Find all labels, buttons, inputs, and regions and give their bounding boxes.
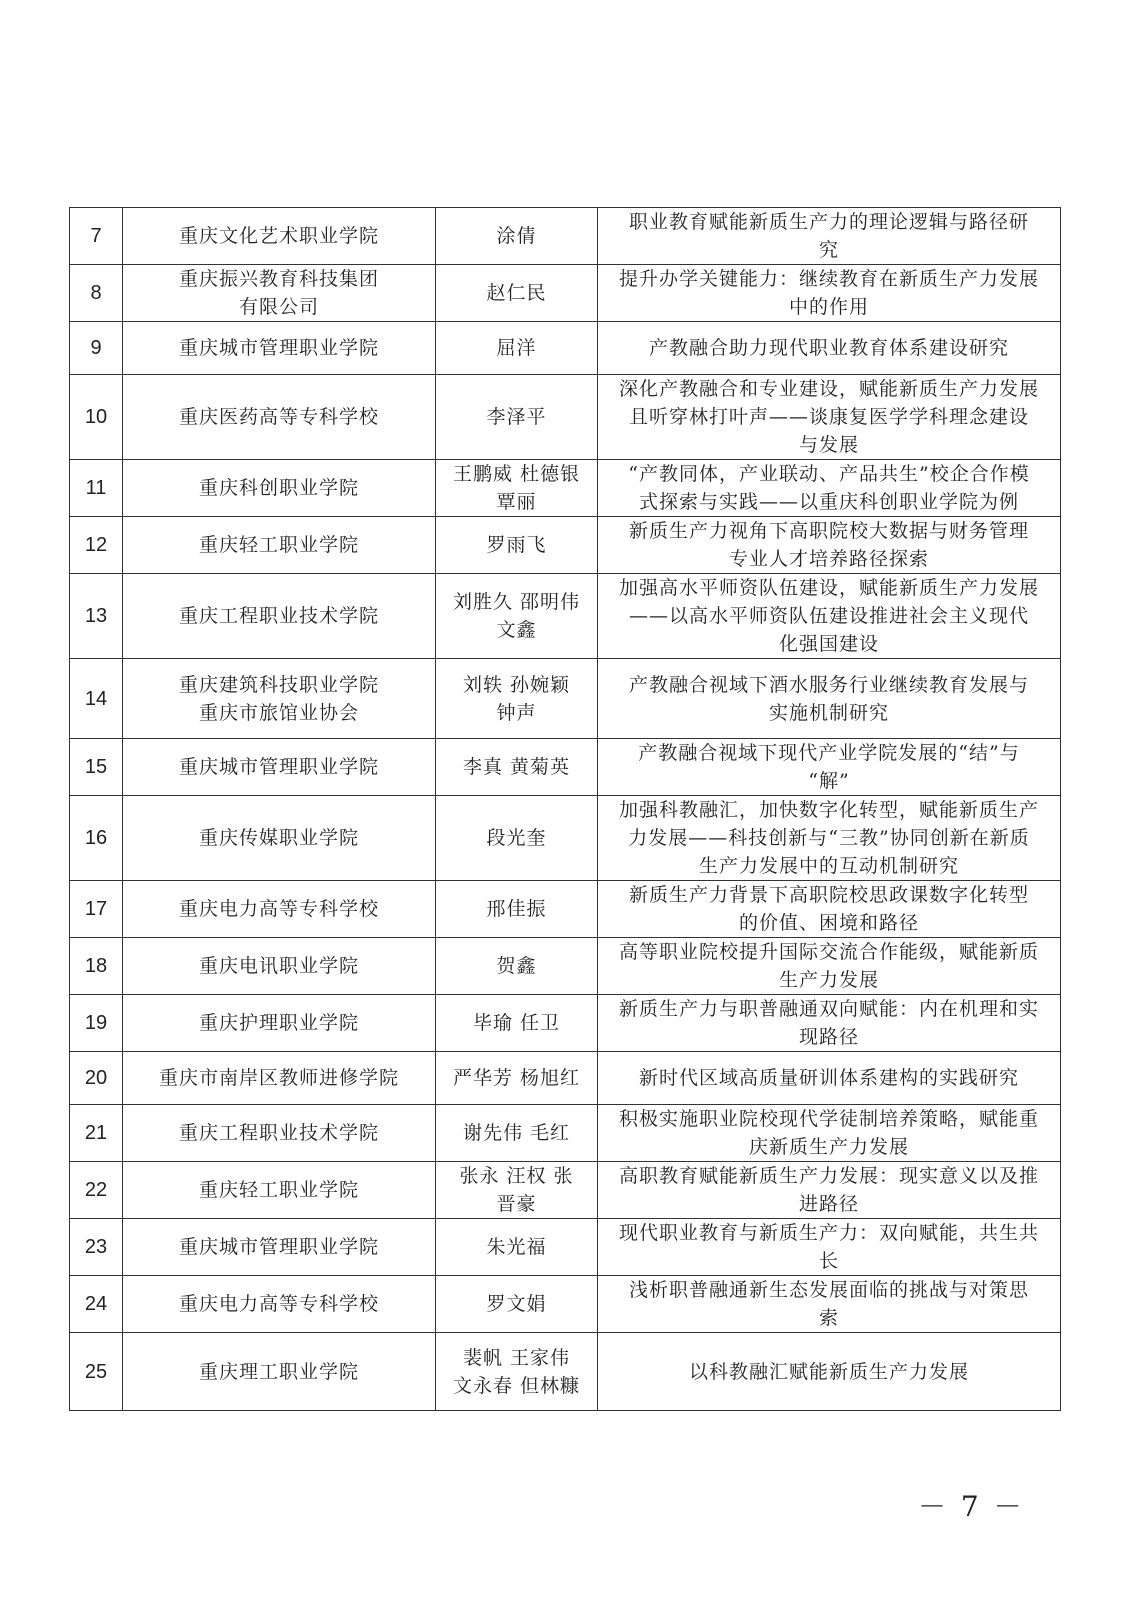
unit-name: 重庆城市管理职业学院 <box>178 337 379 359</box>
table-row <box>70 375 1061 460</box>
table-row <box>70 995 1061 1052</box>
unit-name: 重庆工程职业技术学院 <box>178 605 379 627</box>
author-names-cell <box>436 322 598 375</box>
row-number: 21 <box>84 1122 108 1144</box>
paper-title: 新质生产力视角下高职院校大数据与财务管理 专业人才培养路径探索 <box>628 520 1029 570</box>
paper-title-cell <box>598 1276 1061 1333</box>
paper-title-cell <box>598 659 1061 739</box>
paper-title: 产教融合视域下酒水服务行业继续教育发展与 实施机制研究 <box>628 673 1029 724</box>
table-row <box>70 208 1061 265</box>
paper-title-cell <box>598 265 1061 322</box>
row-number-cell <box>70 796 123 881</box>
unit-name-cell <box>123 881 436 938</box>
paper-title-cell <box>598 1162 1061 1219</box>
unit-name: 重庆建筑科技职业学院 重庆市旅馆业协会 <box>178 673 379 724</box>
row-number: 10 <box>84 406 108 428</box>
paper-title-cell <box>598 739 1061 796</box>
row-number: 25 <box>84 1360 108 1383</box>
author-names: 段光奎 <box>486 827 547 849</box>
paper-title-cell <box>598 1333 1061 1411</box>
author-names: 王鹏威 杜德银 覃丽 <box>452 463 581 513</box>
row-number-cell <box>70 208 123 265</box>
row-number-cell <box>70 265 123 322</box>
unit-name-cell <box>123 322 436 375</box>
author-names: 谢先伟 毛红 <box>462 1122 571 1144</box>
unit-name-cell <box>123 208 436 265</box>
unit-name-cell <box>123 460 436 517</box>
row-number: 19 <box>84 1012 108 1034</box>
unit-name: 重庆传媒职业学院 <box>198 827 359 849</box>
author-names-cell <box>436 1105 598 1162</box>
author-names: 刘胜久 邵明伟 文鑫 <box>452 591 581 641</box>
paper-title-cell <box>598 938 1061 995</box>
table-body <box>70 208 1061 1411</box>
paper-title-cell <box>598 1105 1061 1162</box>
row-number-cell <box>70 1276 123 1333</box>
unit-name-cell <box>123 574 436 659</box>
author-names: 邢佳振 <box>486 898 547 920</box>
row-number: 22 <box>84 1179 108 1201</box>
paper-title-cell <box>598 1052 1061 1105</box>
paper-title: 提升办学关键能力：继续教育在新质生产力发展 中的作用 <box>618 268 1039 318</box>
author-names-cell <box>436 265 598 322</box>
author-names: 罗雨飞 <box>486 534 547 556</box>
table-row <box>70 938 1061 995</box>
table-row <box>70 1052 1061 1105</box>
paper-title: 新质生产力与职普融通双向赋能：内在机理和实 现路径 <box>618 998 1039 1048</box>
unit-name: 重庆轻工职业学院 <box>198 534 359 556</box>
row-number-cell <box>70 322 123 375</box>
paper-title: 产教融合视域下现代产业学院发展的“结”与 “解” <box>638 742 1020 792</box>
paper-title: 加强高水平师资队伍建设，赋能新质生产力发展 ——以高水平师资队伍建设推进社会主义现代 化强国建设 <box>618 577 1039 655</box>
unit-name: 重庆工程职业技术学院 <box>178 1122 379 1144</box>
paper-title-cell <box>598 995 1061 1052</box>
unit-name-cell <box>123 375 436 460</box>
table-row <box>70 574 1061 659</box>
author-names-cell <box>436 1162 598 1219</box>
author-names: 赵仁民 <box>486 282 547 304</box>
author-names-cell <box>436 995 598 1052</box>
paper-title: 产教融合助力现代职业教育体系建设研究 <box>648 337 1009 359</box>
row-number-cell <box>70 574 123 659</box>
row-number: 24 <box>84 1293 108 1315</box>
author-names-cell <box>436 938 598 995</box>
author-names-cell <box>436 460 598 517</box>
author-names: 涂倩 <box>496 225 537 247</box>
paper-title-cell <box>598 208 1061 265</box>
unit-name: 重庆文化艺术职业学院 <box>178 225 379 247</box>
author-names: 贺鑫 <box>496 955 537 977</box>
row-number-cell <box>70 1105 123 1162</box>
paper-title: 职业教育赋能新质生产力的理论逻辑与路径研 究 <box>628 211 1029 261</box>
paper-title: “产教同体，产业联动、产品共生”校企合作模 式探索与实践——以重庆科创职业学院为例 <box>628 463 1030 513</box>
author-names: 罗文娟 <box>486 1293 547 1315</box>
row-number: 20 <box>84 1067 108 1089</box>
author-names: 李泽平 <box>486 406 547 428</box>
row-number-cell <box>70 659 123 739</box>
table-row <box>70 881 1061 938</box>
row-number-cell <box>70 881 123 938</box>
unit-name-cell <box>123 1333 436 1411</box>
paper-title: 新时代区域高质量研训体系建构的实践研究 <box>638 1067 1019 1089</box>
row-number: 12 <box>84 534 108 556</box>
row-number: 15 <box>84 756 108 778</box>
author-names-cell <box>436 1276 598 1333</box>
table-row <box>70 265 1061 322</box>
author-names: 裴帆 王家伟 文永春 但林糠 <box>452 1346 581 1397</box>
unit-name: 重庆电力高等专科学校 <box>178 898 379 920</box>
row-number-cell <box>70 1219 123 1276</box>
row-number-cell <box>70 995 123 1052</box>
page-number: － 7 － <box>918 1490 1025 1523</box>
table-row <box>70 460 1061 517</box>
submission-table <box>69 207 1061 1411</box>
unit-name: 重庆护理职业学院 <box>198 1012 359 1034</box>
row-number-cell <box>70 1052 123 1105</box>
table-row <box>70 1333 1061 1411</box>
paper-title: 高等职业院校提升国际交流合作能级，赋能新质 生产力发展 <box>618 941 1039 991</box>
unit-name-cell <box>123 1219 436 1276</box>
row-number-cell <box>70 1162 123 1219</box>
table-row <box>70 796 1061 881</box>
unit-name-cell <box>123 995 436 1052</box>
paper-title: 深化产教融合和专业建设，赋能新质生产力发展 且听穿林打叶声——谈康复医学学科理念建设 与发展 <box>618 378 1039 456</box>
paper-title: 现代职业教育与新质生产力：双向赋能，共生共 长 <box>618 1222 1039 1272</box>
paper-title-cell <box>598 460 1061 517</box>
paper-title: 加强科教融汇，加快数字化转型，赋能新质生产 力发展——科技创新与“三教”协同创新在新质 生产力发展中的互动机制研究 <box>618 799 1039 877</box>
table-row <box>70 739 1061 796</box>
unit-name-cell <box>123 659 436 739</box>
author-names-cell <box>436 659 598 739</box>
author-names-cell <box>436 739 598 796</box>
paper-title-cell <box>598 322 1061 375</box>
unit-name: 重庆医药高等专科学校 <box>178 406 379 428</box>
paper-title-cell <box>598 1219 1061 1276</box>
row-number: 16 <box>84 827 108 849</box>
table-row <box>70 659 1061 739</box>
author-names: 严华芳 杨旭红 <box>452 1067 581 1089</box>
table-row <box>70 1162 1061 1219</box>
unit-name-cell <box>123 1162 436 1219</box>
row-number: 14 <box>84 687 108 710</box>
author-names: 朱光福 <box>486 1236 547 1258</box>
author-names: 毕瑜 任卫 <box>472 1012 561 1034</box>
row-number: 17 <box>84 898 108 920</box>
paper-title-cell <box>598 881 1061 938</box>
table-row <box>70 1219 1061 1276</box>
paper-title-cell <box>598 796 1061 881</box>
unit-name-cell <box>123 1105 436 1162</box>
paper-title-cell <box>598 375 1061 460</box>
author-names-cell <box>436 1219 598 1276</box>
unit-name-cell <box>123 938 436 995</box>
row-number: 18 <box>84 955 108 977</box>
author-names-cell <box>436 881 598 938</box>
row-number: 13 <box>84 605 108 627</box>
author-names-cell <box>436 517 598 574</box>
author-names-cell <box>436 375 598 460</box>
unit-name: 重庆轻工职业学院 <box>198 1179 359 1201</box>
row-number-cell <box>70 375 123 460</box>
unit-name-cell <box>123 517 436 574</box>
row-number-cell <box>70 938 123 995</box>
paper-title: 高职教育赋能新质生产力发展：现实意义以及推 进路径 <box>618 1165 1039 1215</box>
author-names-cell <box>436 1052 598 1105</box>
unit-name: 重庆理工职业学院 <box>198 1360 359 1383</box>
unit-name-cell <box>123 739 436 796</box>
row-number: 9 <box>90 337 102 359</box>
row-number-cell <box>70 1333 123 1411</box>
unit-name-cell <box>123 1276 436 1333</box>
table-row <box>70 517 1061 574</box>
author-names: 张永 汪权 张 晋豪 <box>459 1165 574 1215</box>
paper-title: 浅析职普融通新生态发展面临的挑战与对策思 索 <box>628 1279 1029 1329</box>
paper-title-cell <box>598 574 1061 659</box>
unit-name: 重庆电力高等专科学校 <box>178 1293 379 1315</box>
unit-name-cell <box>123 796 436 881</box>
row-number: 11 <box>85 477 107 499</box>
unit-name: 重庆城市管理职业学院 <box>178 1236 379 1258</box>
row-number-cell <box>70 460 123 517</box>
table-row <box>70 322 1061 375</box>
paper-title: 积极实施职业院校现代学徒制培养策略，赋能重 庆新质生产力发展 <box>618 1108 1039 1158</box>
table-row <box>70 1276 1061 1333</box>
author-names-cell <box>436 574 598 659</box>
author-names-cell <box>436 1333 598 1411</box>
unit-name: 重庆振兴教育科技集团 有限公司 <box>178 268 379 318</box>
unit-name: 重庆电讯职业学院 <box>198 955 359 977</box>
unit-name-cell <box>123 265 436 322</box>
row-number: 7 <box>90 225 102 247</box>
paper-title: 新质生产力背景下高职院校思政课数字化转型 的价值、困境和路径 <box>628 884 1029 934</box>
row-number-cell <box>70 739 123 796</box>
author-names: 屈洋 <box>496 337 537 359</box>
author-names-cell <box>436 208 598 265</box>
row-number: 23 <box>84 1236 108 1258</box>
unit-name: 重庆科创职业学院 <box>198 477 359 499</box>
paper-title-cell <box>598 517 1061 574</box>
author-names: 刘轶 孙婉颖 钟声 <box>462 673 571 724</box>
row-number-cell <box>70 517 123 574</box>
row-number: 8 <box>90 282 102 304</box>
unit-name: 重庆城市管理职业学院 <box>178 756 379 778</box>
unit-name-cell <box>123 1052 436 1105</box>
author-names-cell <box>436 796 598 881</box>
paper-title: 以科教融汇赋能新质生产力发展 <box>688 1360 969 1383</box>
unit-name: 重庆市南岸区教师进修学院 <box>158 1067 399 1089</box>
author-names: 李真 黄菊英 <box>462 756 571 778</box>
table-row <box>70 1105 1061 1162</box>
